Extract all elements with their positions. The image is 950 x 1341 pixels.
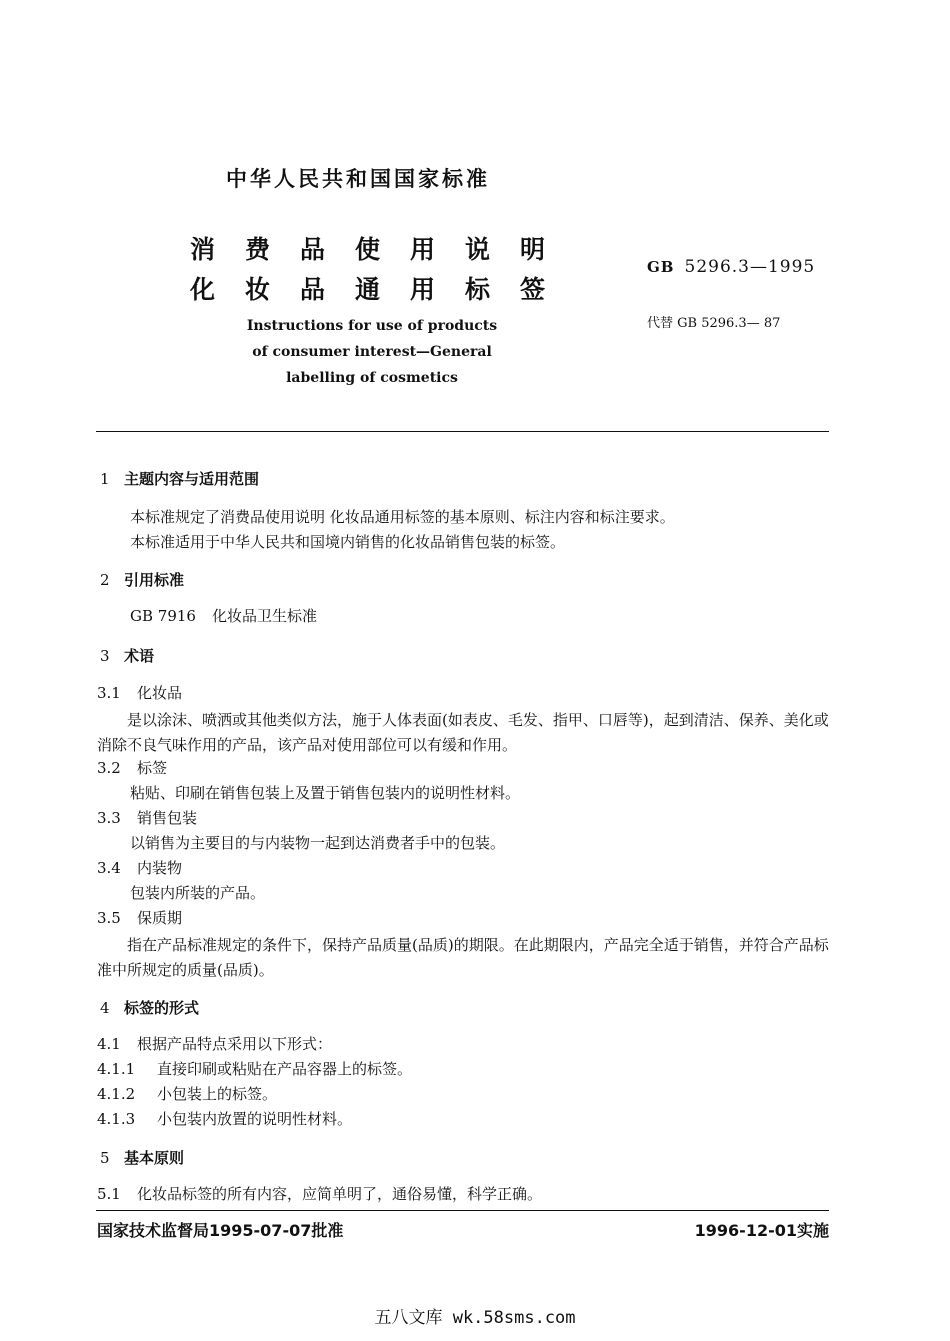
clause-3-1-term: 3.1 化妆品 bbox=[97, 684, 183, 702]
english-title-line-1: Instructions for use of products bbox=[246, 318, 498, 334]
clause-3-3-term: 3.3 销售包装 bbox=[97, 809, 198, 827]
chinese-title-line-1: 消费品使用说明 bbox=[190, 235, 576, 264]
header-divider bbox=[96, 431, 829, 432]
national-standard-heading: 中华人民共和国国家标准 bbox=[226, 167, 490, 191]
clause-3-4-definition: 包装内所装的产品。 bbox=[130, 884, 266, 902]
clause-5-1: 5.1 化妆品标签的所有内容，应简单明了，通俗易懂，科学正确。 bbox=[97, 1185, 543, 1203]
reference-name: 化妆品卫生标准 bbox=[211, 607, 317, 625]
section-number: 3 bbox=[100, 647, 110, 665]
section-title: 术语 bbox=[124, 647, 155, 665]
english-title-line-3: labelling of cosmetics bbox=[286, 370, 458, 386]
section-title: 基本原则 bbox=[124, 1149, 185, 1167]
replaces-standard: 代替 GB 5296.3— 87 bbox=[647, 316, 781, 331]
clause-3-2-term: 3.2 标签 bbox=[97, 759, 168, 777]
clause-4-1: 4.1 根据产品特点采用以下形式： bbox=[97, 1035, 333, 1053]
paragraph: 本标准适用于中华人民共和国境内销售的化妆品销售包装的标签。 bbox=[130, 533, 566, 551]
reference-item bbox=[130, 606, 317, 626]
footer-divider bbox=[96, 1210, 829, 1211]
standard-code: 5296.3—1995 bbox=[684, 257, 816, 277]
section-4-heading bbox=[100, 997, 199, 1018]
clause-3-4-term: 3.4 内装物 bbox=[97, 859, 183, 877]
section-number: 2 bbox=[100, 571, 110, 589]
section-title: 引用标准 bbox=[124, 571, 185, 589]
paragraph: 本标准规定了消费品使用说明 化妆品通用标签的基本原则、标注内容和标注要求。 bbox=[130, 508, 675, 526]
clause-3-5-definition: 指在产品标准规定的条件下，保持产品质量(品质)的期限。在此期限内，产品完全适于销售，并符合产品标准中所规定的质量(品质)。 bbox=[97, 936, 829, 979]
approval-line: 国家技术监督局1995-07-07批准 bbox=[97, 1221, 344, 1240]
clause-3-1-definition: 是以涂沫、喷洒或其他类似方法，施于人体表面(如表皮、毛发、指甲、口唇等)，起到清洁、保养、美化或消除不良气味作用的产品，该产品对使用部位可以有缓和作用。 bbox=[97, 711, 829, 754]
standard-number bbox=[647, 257, 815, 277]
clause-4-1-2: 4.1.2 小包装上的标签。 bbox=[97, 1085, 278, 1103]
english-title-line-2: of consumer interest—General bbox=[252, 344, 492, 360]
reference-code: GB 7916 bbox=[130, 607, 196, 625]
chinese-title-line-2: 化妆品通用标签 bbox=[190, 275, 576, 304]
section-1-heading bbox=[100, 468, 259, 489]
clause-4-1-3: 4.1.3 小包装内放置的说明性材料。 bbox=[97, 1110, 353, 1128]
section-title: 主题内容与适用范围 bbox=[124, 470, 260, 488]
section-number: 1 bbox=[100, 470, 110, 488]
section-5-heading bbox=[100, 1147, 184, 1168]
section-number: 4 bbox=[100, 999, 110, 1017]
section-title: 标签的形式 bbox=[124, 999, 200, 1017]
clause-3-3-definition: 以销售为主要目的与内装物一起到达消费者手中的包装。 bbox=[130, 834, 506, 852]
clause-3-2-definition: 粘贴、印刷在销售包装上及置于销售包装内的说明性材料。 bbox=[130, 784, 521, 802]
standard-prefix: GB bbox=[647, 258, 675, 276]
section-number: 5 bbox=[100, 1149, 110, 1167]
watermark: 五八文库 wk.58sms.com bbox=[374, 1308, 576, 1328]
clause-4-1-1: 4.1.1 直接印刷或粘贴在产品容器上的标签。 bbox=[97, 1060, 413, 1078]
section-3-heading bbox=[100, 645, 154, 666]
implementation-date: 1996-12-01实施 bbox=[694, 1221, 829, 1240]
section-2-heading bbox=[100, 569, 184, 590]
clause-3-5-term: 3.5 保质期 bbox=[97, 909, 183, 927]
